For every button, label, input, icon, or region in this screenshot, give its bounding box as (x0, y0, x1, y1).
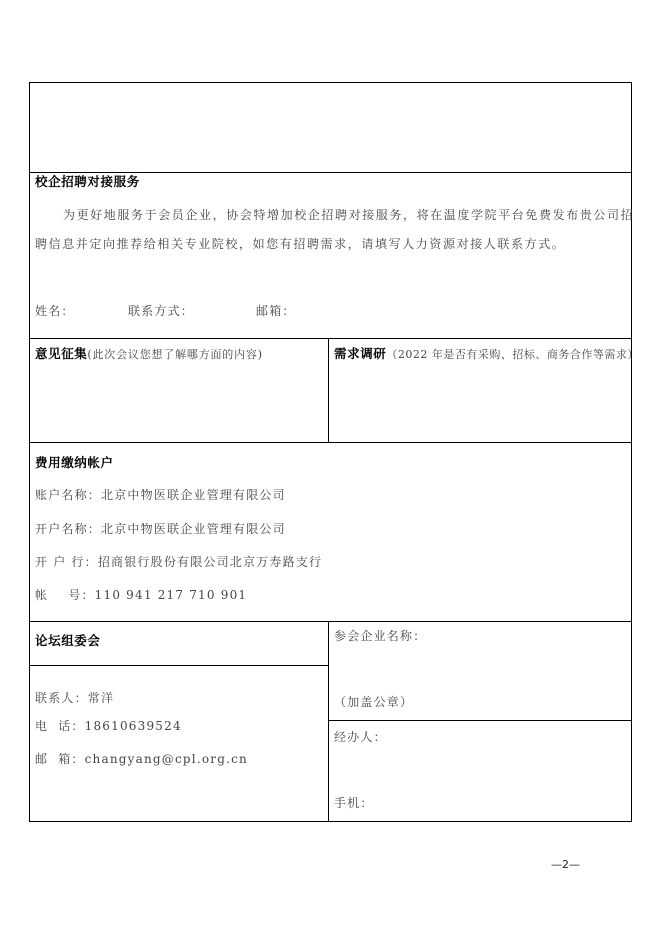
demand-title: 需求调研 (334, 346, 387, 361)
demand-hint: （2022 年是否有采购、招标、商务合作等需求） (386, 348, 639, 361)
opinion-heading (35, 346, 263, 363)
committee-email: 邮 箱：changyang@cpl.org.cn (35, 752, 248, 766)
divider (29, 442, 632, 443)
name-field[interactable] (72, 301, 124, 321)
recruit-paragraph (35, 201, 634, 259)
account-number: 帐 号：110 941 217 710 901 (35, 588, 248, 602)
demand-heading (334, 346, 639, 363)
page-number: —2— (551, 858, 580, 871)
company-label: 参会企业名称： (334, 629, 427, 643)
opinion-field[interactable] (30, 366, 326, 440)
committee-phone: 电 话：18610639524 (35, 719, 182, 733)
divider (328, 621, 329, 822)
account-name: 账户名称：北京中物医联企业管理有限公司 (35, 488, 286, 502)
form-table (29, 82, 635, 822)
contact-field[interactable] (192, 301, 252, 321)
contact-label: 联系方式： (128, 304, 195, 318)
divider (328, 720, 632, 721)
handler-label: 经办人： (334, 730, 387, 744)
committee-contact: 联系人：常洋 (35, 691, 115, 705)
recruit-para-line2: 聘信息并定向推荐给相关专业院校，如您有招聘需求，请填写人力资源对接人联系方式。 (35, 237, 566, 251)
account-title: 费用缴纳帐户 (35, 455, 114, 470)
seal-note: （加盖公章） (334, 695, 414, 709)
recruit-title: 校企招聘对接服务 (35, 174, 140, 189)
opinion-title: 意见征集 (35, 346, 88, 361)
mobile-field[interactable] (370, 793, 620, 813)
divider (29, 338, 632, 339)
committee-title: 论坛组委会 (35, 633, 101, 648)
recruit-para-line1: 为更好地服务于会员企业，协会特增加校企招聘对接服务，将在温度学院平台免费发布贵公司招 (63, 208, 635, 222)
email-label: 邮箱： (256, 304, 296, 318)
divider (29, 621, 632, 622)
divider (29, 665, 328, 666)
blank-input-cell[interactable] (30, 83, 631, 171)
email-field[interactable] (292, 301, 622, 321)
company-field[interactable] (334, 646, 624, 686)
open-name: 开户名称：北京中物医联企业管理有限公司 (35, 522, 286, 536)
divider (328, 338, 329, 442)
bank-name: 开 户 行：招商银行股份有限公司北京万寿路支行 (35, 555, 323, 569)
mobile-label: 手机： (334, 796, 374, 810)
handler-field[interactable] (380, 727, 620, 747)
demand-field[interactable] (330, 366, 630, 440)
opinion-hint: (此次会议您想了解哪方面的内容) (87, 348, 263, 361)
name-label: 姓名： (35, 304, 75, 318)
divider (29, 172, 632, 173)
